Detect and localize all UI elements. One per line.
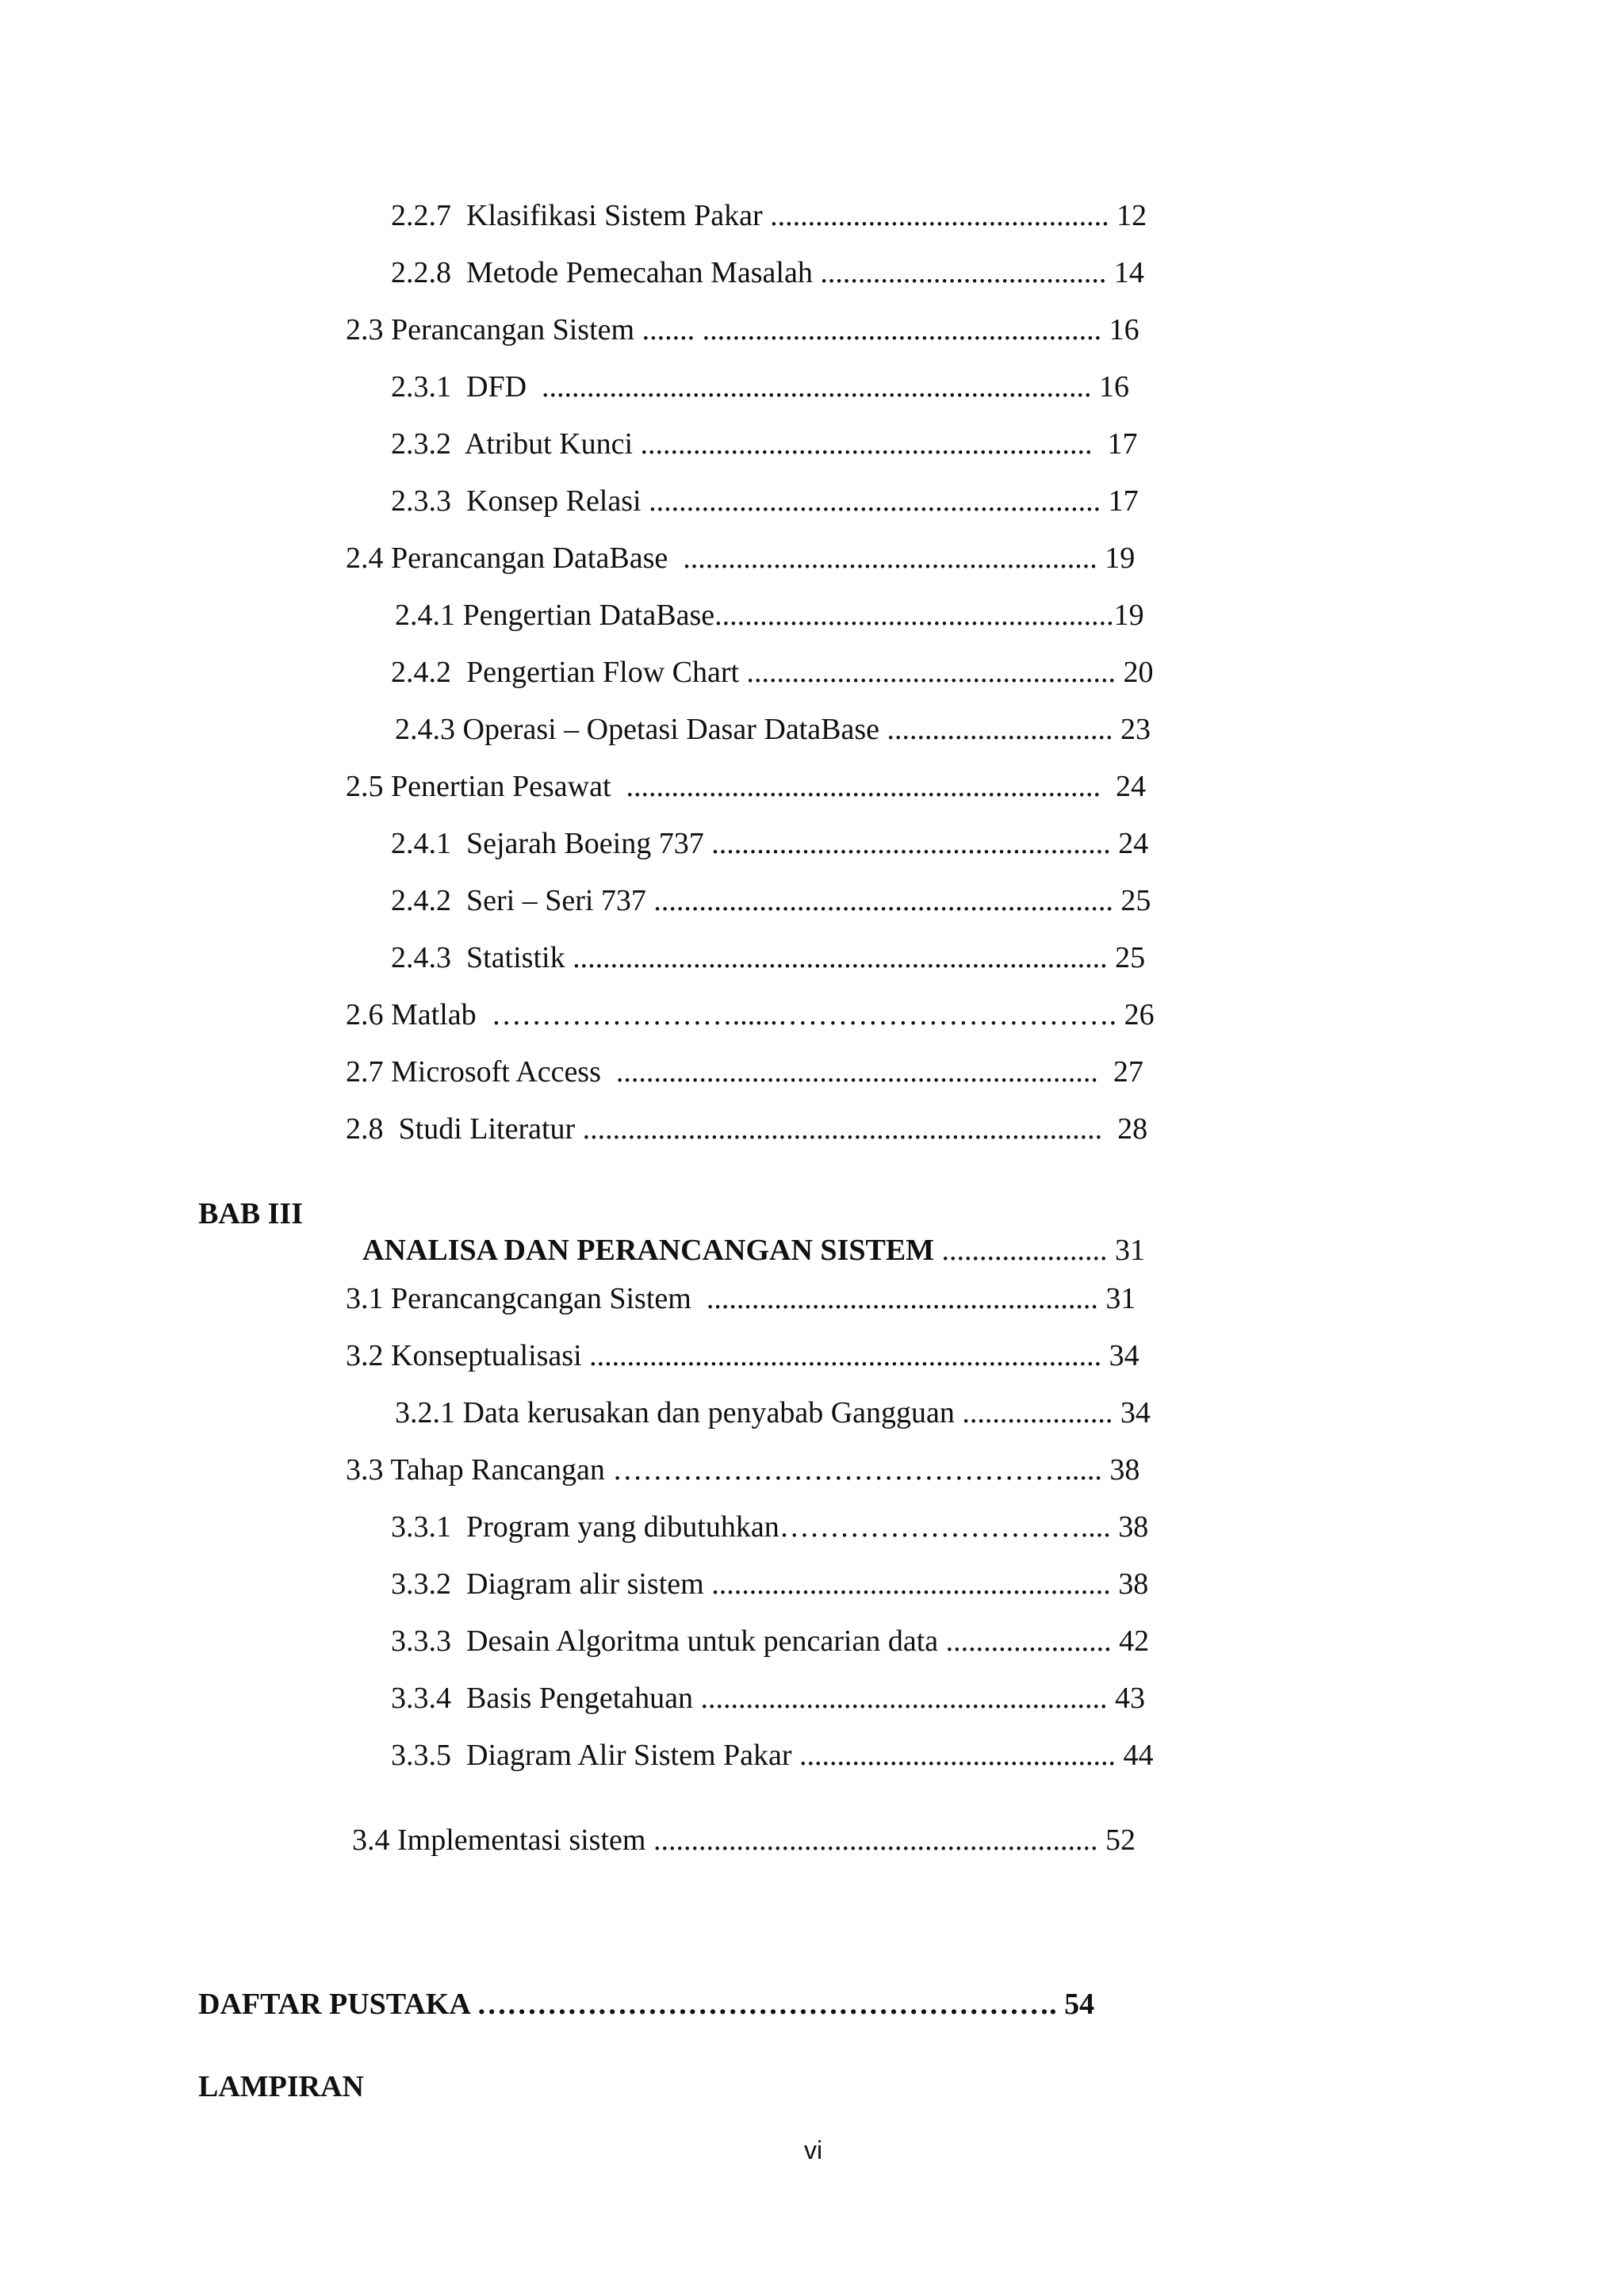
- toc-entry-3-1: 3.1 Perancangcangan Sistem .................................................... 31: [346, 1282, 1136, 1315]
- lampiran-entry: LAMPIRAN: [198, 2070, 364, 2103]
- toc-entry-2-4: 2.4 Perancangan DataBase ....................................................... 19: [346, 541, 1136, 575]
- toc-entry-2-4-1: 2.4.1 Pengertian DataBase.....................................................19: [395, 599, 1144, 632]
- toc-entry-3-2-1: 3.2.1 Data kerusakan dan penyabab Gangguan .................... 34: [395, 1396, 1151, 1429]
- toc-entry-2-4-3: 2.4.3 Operasi – Opetasi Dasar DataBase .............................. 23: [395, 713, 1151, 746]
- toc-entry-3-2: 3.2 Konseptualisasi .................................................................... 34: [346, 1339, 1139, 1372]
- toc-entry-2-3: 2.3 Perancangan Sistem ....... ..................................................... 16: [346, 313, 1139, 346]
- toc-entry-3-3-5: 3.3.5 Diagram Alir Sistem Pakar .......................................... 44: [391, 1739, 1154, 1772]
- toc-entry-2-2-8: 2.2.8 Metode Pemecahan Masalah ...................................... 14: [391, 256, 1144, 289]
- toc-entry-2-6: 2.6 Matlab ……………………......……………………………. 26: [346, 998, 1155, 1031]
- toc-entry-2-4-2-seri: 2.4.2 Seri – Seri 737 ............................................................. 25: [391, 884, 1151, 917]
- chapter-number: BAB III: [198, 1197, 303, 1230]
- toc-entry-2-7: 2.7 Microsoft Access ................................................................ 27: [346, 1055, 1143, 1089]
- toc-entry-2-3-3: 2.3.3 Konsep Relasi ............................................................ 17: [391, 484, 1139, 518]
- toc-entry-2-5: 2.5 Penertian Pesawat ............................................................... 24: [346, 770, 1147, 803]
- daftar-pustaka-entry: DAFTAR PUSTAKA …………………………………………………. 54: [198, 1988, 1095, 2021]
- chapter-page-leader: ...................... 31: [934, 1234, 1146, 1267]
- toc-entry-3-3-2: 3.3.2 Diagram alir sistem ..................................................... 38: [391, 1567, 1149, 1601]
- toc-entry-2-4-2: 2.4.2 Pengertian Flow Chart ................................................. 20: [391, 656, 1154, 689]
- toc-entry-3-3-4: 3.3.4 Basis Pengetahuan ...................................................... 43: [391, 1682, 1146, 1715]
- toc-entry-3-3-1: 3.3.1 Program yang dibutuhkan………………………….... 38: [391, 1510, 1149, 1544]
- toc-entry-2-3-1: 2.3.1 DFD ......................................................................... 16: [391, 370, 1130, 404]
- chapter-title: ANALISA DAN PERANCANGAN SISTEM: [362, 1234, 935, 1267]
- toc-entry-2-4-3-statistik: 2.4.3 Statistik ....................................................................... 25: [391, 941, 1146, 974]
- toc-entry-2-3-2: 2.3.2 Atribut Kunci ............................................................ 17: [391, 427, 1138, 461]
- toc-entry-3-4: 3.4 Implementasi sistem ........................................................... 52: [352, 1823, 1136, 1857]
- toc-entry-3-3-3: 3.3.3 Desain Algoritma untuk pencarian data ...................... 42: [391, 1624, 1150, 1658]
- chapter-heading: [347, 1196, 1145, 1269]
- toc-entry-2-2-7: 2.2.7 Klasifikasi Sistem Pakar ............................................. 12: [391, 199, 1147, 232]
- toc-entry-2-8: 2.8 Studi Literatur ..................................................................... 28: [346, 1112, 1148, 1146]
- toc-entry-3-3: 3.3 Tahap Rancangan ………………………………………..... 38: [346, 1453, 1140, 1487]
- toc-entry-2-4-1-boeing: 2.4.1 Sejarah Boeing 737 ..................................................... 24: [391, 827, 1149, 860]
- page-number: vi: [804, 2136, 823, 2164]
